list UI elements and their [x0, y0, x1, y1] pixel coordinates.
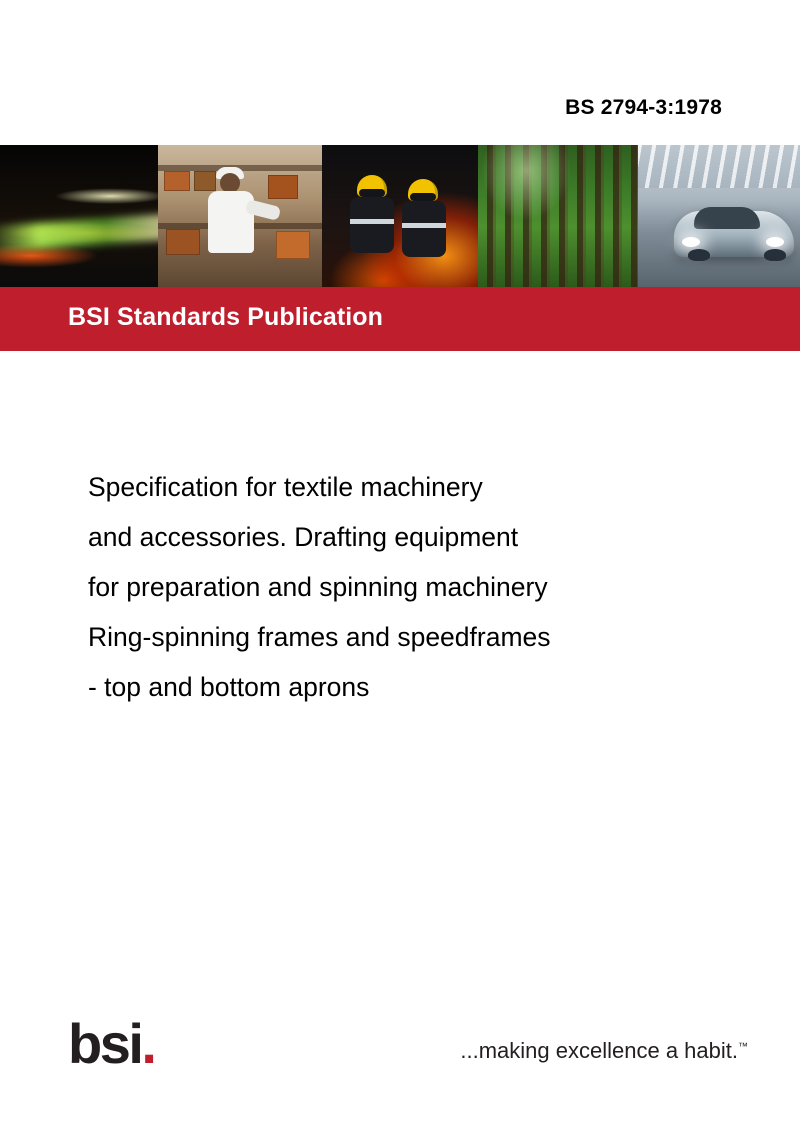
tagline-text: ...making excellence a habit.: [460, 1038, 738, 1063]
warehouse-box: [194, 171, 216, 191]
bsi-tagline: [460, 1038, 748, 1064]
car-wheel: [688, 249, 710, 261]
warehouse-box: [276, 231, 310, 259]
title-line: Specification for textile machinery: [88, 472, 483, 502]
banner-label: BSI Standards Publication: [68, 303, 384, 331]
car-headlight: [682, 237, 700, 247]
title-line: for preparation and spinning machinery: [88, 572, 548, 602]
warehouse-box: [164, 171, 190, 191]
forest-trees-photo: [478, 145, 638, 287]
car-showroom-photo: [638, 145, 800, 287]
car-headlight: [766, 237, 784, 247]
warehouse-box: [268, 175, 298, 199]
firefighter-visor: [410, 193, 436, 201]
bsi-logo: [68, 1012, 188, 1075]
firefighter-visor: [359, 189, 385, 197]
fire-background: [322, 145, 478, 287]
firefighter-stripe: [402, 223, 446, 228]
firefighter-body: [402, 201, 446, 257]
firefighter-stripe: [350, 219, 394, 224]
worker-body: [208, 191, 254, 253]
light-trails-road-photo: [0, 145, 158, 287]
standard-number: BS 2794-3:1978: [565, 96, 722, 119]
car-windshield: [694, 207, 760, 229]
title-line: and accessories. Drafting equipment: [88, 522, 519, 552]
car-wheel: [764, 249, 786, 261]
light-trails-glow: [0, 145, 158, 287]
warehouse-box: [166, 229, 200, 255]
bsi-logo-dot: .: [141, 1012, 155, 1075]
forest-sunlight: [478, 145, 638, 287]
firefighters-photo: [322, 145, 478, 287]
cover-banner: [0, 145, 800, 351]
firefighter-body: [350, 197, 394, 253]
red-banner-bar: [0, 287, 800, 351]
title-line: Ring-spinning frames and speedframes: [88, 622, 551, 652]
worker-head: [220, 173, 240, 193]
title-line: - top and bottom aprons: [88, 672, 370, 702]
document-title: [88, 462, 728, 712]
warehouse-worker-photo: [158, 145, 322, 287]
banner-photo-strip: [0, 145, 800, 287]
showroom-ceiling: [638, 145, 800, 188]
trademark-symbol: ™: [738, 1041, 748, 1053]
bsi-logo-text: bsi: [68, 1012, 142, 1075]
